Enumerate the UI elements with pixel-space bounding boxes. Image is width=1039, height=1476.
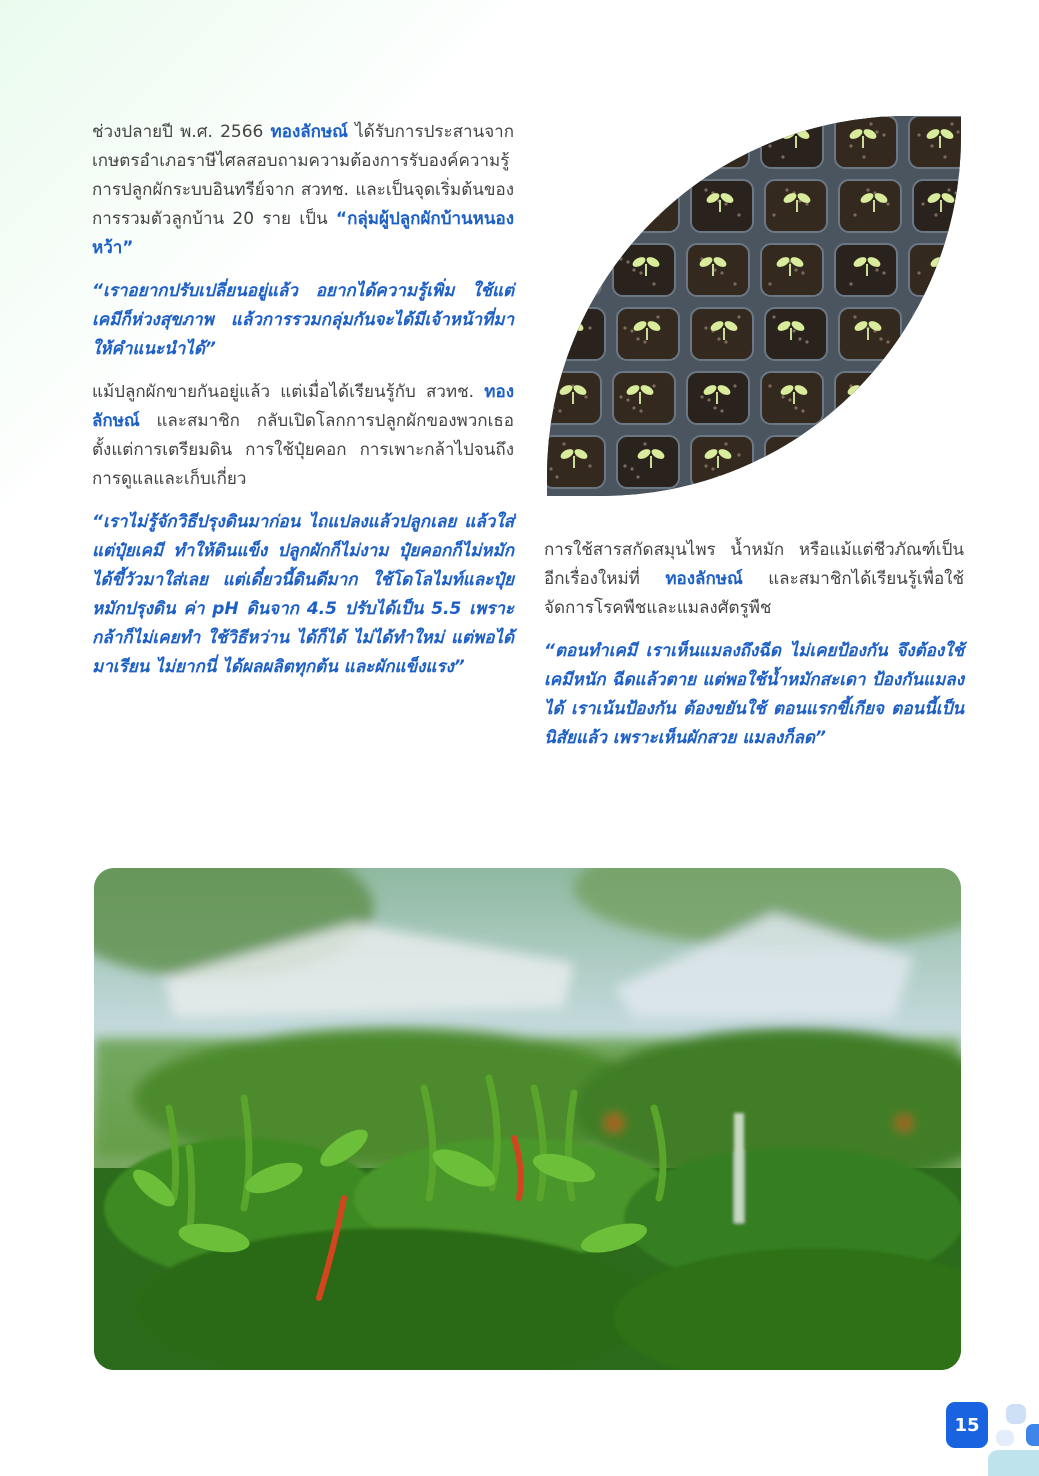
intro-paragraph (92, 118, 514, 263)
person-name: ทองลักษณ์ (270, 122, 348, 142)
quote-3: “ตอนทำเคมี เราเห็นแมลงถึงฉีด ไม่เคยป้องกัน จึงต้องใช้เคมีหนัก ฉีดแล้วตาย แต่พอใช้น้ำหมักสะเดา ป้องกันแมลงได้ เราเน้นป้องกัน ต้องขยันใช้ ตอนแรกขี้เกียจ ตอนนี้เป็นนิสัยแล้ว เพราะเห็นผักสวย แมลงก็ลด” (544, 641, 964, 748)
quote-1: “เราอยากปรับเปลี่ยนอยู่แล้ว อยากได้ความรู้เพิ่ม ใช้แต่เคมีก็ห่วงสุขภาพ แล้วการรวมกลุ่มกันจะได้มีเจ้าหน้าที่มาให้คำแนะนำได้” (92, 281, 514, 359)
herbal-text: การใช้สารสกัดสมุนไพร น้ำหมัก หรือแม้แต่ชีวภัณฑ์เป็นอีกเรื่องใหม่ที่ (544, 540, 964, 589)
herbal-text-cont: และสมาชิกได้เรียนรู้เพื่อใช้จัดการโรคพืชและแมลงศัตรูพืช (544, 569, 964, 618)
second-text-cont: และสมาชิก กลับเปิดโลกการปลูกผักของพวกเธอ ตั้งแต่การเตรียมดิน การใช้ปุ๋ยคอก การเพาะกล้าไปจนถึงการดูแลและเก็บเกี่ยว (92, 411, 514, 489)
page-number: 15 (946, 1402, 988, 1448)
left-column (92, 118, 514, 696)
decor-square (988, 1450, 1039, 1476)
right-column (544, 536, 964, 767)
chili-field-image (94, 868, 961, 1370)
decor-square (1006, 1404, 1026, 1424)
intro-text: ช่วงปลายปี พ.ศ. 2566 (92, 122, 271, 142)
quote-2: “เราไม่รู้จักวิธีปรุงดินมาก่อน ไถแปลงแล้วปลูกเลย แล้วใส่แต่ปุ๋ยเคมี ทำให้ดินแข็ง ปลูกผักก็ไม่งาม ปุ๋ยคอกก็ไม่หมัก ได้ขี้วัวมาใส่เลย แต่เดี๋ยวนี้ดินดีมาก ใช้โดโลไมท์และปุ๋ยหมักปรุงดิน ค่า pH ดินจาก 4.5 ปรับได้เป็น 5.5 เพราะกล้าก็ไม่เคยทำ ใช้วิธีหว่าน ได้ก็ได้ ไม่ได้ทำใหม่ แต่พอได้มาเรียน ไม่ยากนี่ ได้ผลผลิตทุกต้น และผักแข็งแรง” (92, 512, 514, 677)
seedling-tray-photo (547, 116, 961, 496)
person-name: ทองลักษณ์ (92, 382, 514, 431)
seedling-tray-image (547, 116, 961, 496)
decor-square (1026, 1424, 1039, 1446)
chili-field-photo (94, 868, 961, 1370)
herbal-paragraph (544, 536, 964, 623)
intro-text-cont: ได้รับการประสานจากเกษตรอำเภอราษีไศลสอบถามความต้องการรับองค์ความรู้การปลูกผักระบบอินทรีย์จาก สวทช. และเป็นจุดเริ่มต้นของการรวมตัวลูกบ้าน 20 ราย เป็น (92, 122, 515, 229)
second-paragraph (92, 378, 514, 494)
group-name: “กลุ่มผู้ปลูกผักบ้านหนองหว้า” (92, 209, 514, 258)
second-text: แม้ปลูกผักขายกันอยู่แล้ว แต่เมื่อได้เรียนรู้กับ สวทช. (92, 382, 485, 402)
person-name: ทองลักษณ์ (665, 569, 743, 589)
decor-square (996, 1430, 1014, 1446)
